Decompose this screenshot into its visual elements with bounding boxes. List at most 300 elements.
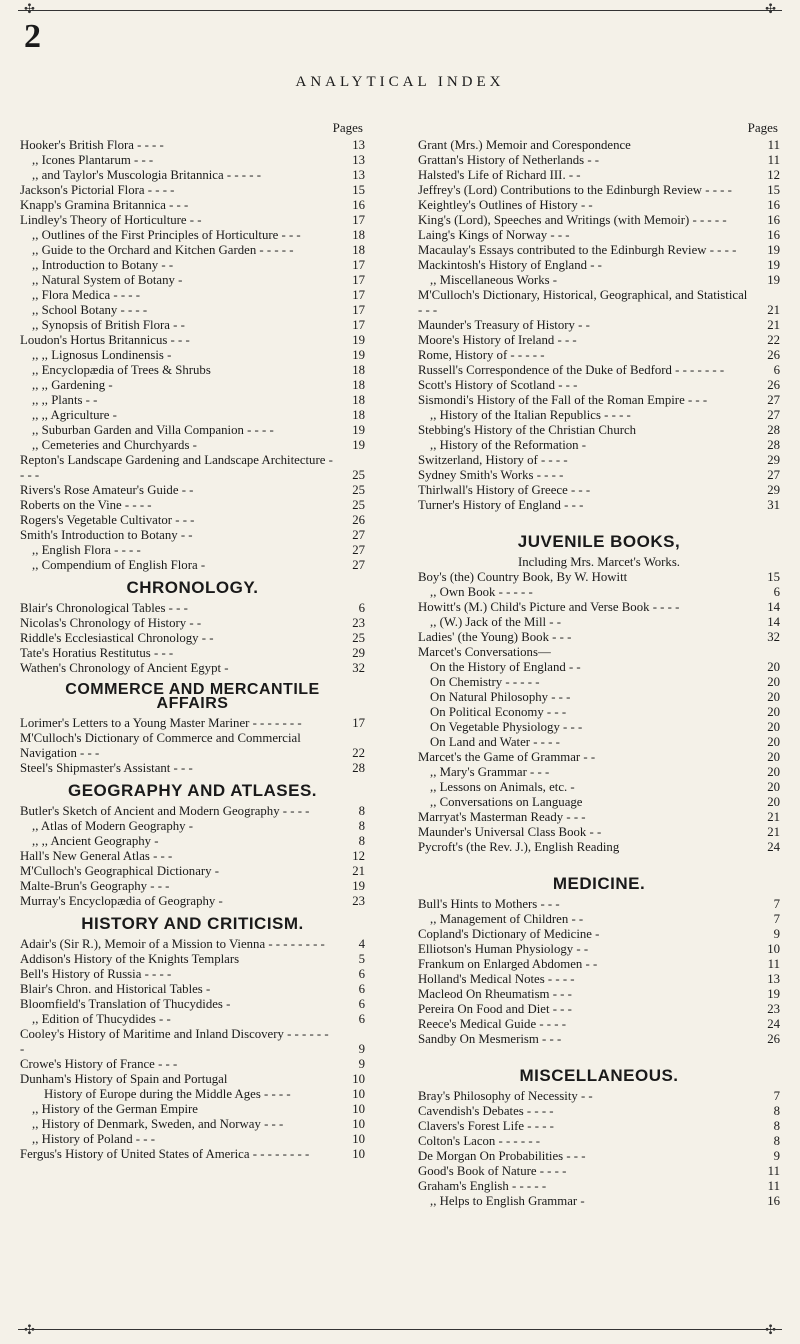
entry-list-commerce <box>20 716 365 776</box>
entry-page-number: 10 <box>352 1072 365 1086</box>
entry-page-number: 31 <box>767 498 780 512</box>
entry-title: On Political Economy - - - <box>430 705 567 719</box>
entry-page-number: 26 <box>352 513 365 527</box>
entry-page-number: 25 <box>352 631 365 645</box>
index-entry <box>418 318 780 333</box>
index-entry <box>418 438 780 453</box>
entry-title: Bray's Philosophy of Necessity - - <box>418 1089 593 1103</box>
index-entry <box>20 258 365 273</box>
entry-title: Nicolas's Chronology of History - - <box>20 616 202 630</box>
index-entry <box>418 198 780 213</box>
entry-title: Blair's Chron. and Historical Tables - <box>20 982 211 996</box>
entry-title: King's (Lord), Speeches and Writings (with Memoir) - - - - - <box>418 213 727 227</box>
index-entry <box>20 1117 365 1132</box>
index-entry <box>418 348 780 363</box>
entry-title: ,, Compendium of English Flora - <box>32 558 206 572</box>
entry-title: Good's Book of Nature - - - - <box>418 1164 567 1178</box>
index-entry <box>418 705 780 720</box>
entry-title: Macleod On Rheumatism - - - <box>418 987 572 1001</box>
entry-page-number: 17 <box>352 213 365 227</box>
entry-page-number: 19 <box>352 879 365 893</box>
index-entry <box>20 348 365 363</box>
entry-title: Sandby On Mesmerism - - - <box>418 1032 562 1046</box>
entry-list-geography <box>20 804 365 909</box>
entry-page-number: 15 <box>767 183 780 197</box>
entry-title: Fergus's History of United States of America - - - - - - - - <box>20 1147 310 1161</box>
index-entry <box>418 483 780 498</box>
entry-list-medicine <box>418 897 780 1047</box>
entry-title: Wathen's Chronology of Ancient Egypt - <box>20 661 229 675</box>
index-entry <box>418 720 780 735</box>
index-entry <box>418 795 780 810</box>
entry-title: Laing's Kings of Norway - - - <box>418 228 570 242</box>
entry-page-number: 15 <box>767 570 780 584</box>
index-entry <box>418 957 780 972</box>
index-entry <box>418 213 780 228</box>
entry-title: ,, Edition of Thucydides - - <box>32 1012 171 1026</box>
entry-page-number: 19 <box>767 987 780 1001</box>
entry-title: ,, Miscellaneous Works - <box>430 273 558 287</box>
index-entry <box>20 849 365 864</box>
entry-title: Keightley's Outlines of History - - <box>418 198 593 212</box>
entry-title: ,, Cemeteries and Churchyards - <box>32 438 197 452</box>
entry-title: Sydney Smith's Works - - - - <box>418 468 564 482</box>
entry-title: ,, History of Poland - - - <box>32 1132 155 1146</box>
entry-title: On Land and Water - - - - <box>430 735 560 749</box>
index-entry <box>418 660 780 675</box>
section-heading-commerce: COMMERCE AND MERCANTILE <box>65 681 320 698</box>
index-entry <box>418 258 780 273</box>
index-entry <box>418 228 780 243</box>
index-entry <box>418 468 780 483</box>
entry-title: Steel's Shipmaster's Assistant - - - <box>20 761 193 775</box>
entry-title: ,, Helps to English Grammar - <box>430 1194 585 1208</box>
index-entry <box>20 601 365 616</box>
index-entry <box>418 333 780 348</box>
section-heading-geography: GEOGRAPHY AND ATLASES. <box>67 781 318 800</box>
entry-title: Clavers's Forest Life - - - - <box>418 1119 554 1133</box>
entry-title: Bell's History of Russia - - - - <box>20 967 172 981</box>
entry-title: Ladies' (the Young) Book - - - <box>418 630 572 644</box>
entry-title: ,, ,, Lignosus Londinensis - <box>32 348 172 362</box>
index-entry <box>418 987 780 1002</box>
entry-title: Cavendish's Debates - - - - <box>418 1104 554 1118</box>
entry-title: Roberts on the Vine - - - - <box>20 498 152 512</box>
index-entry <box>418 912 780 927</box>
index-entry <box>20 646 365 661</box>
entry-list-chronology <box>20 601 365 676</box>
entry-title: ,, Own Book - - - - - <box>430 585 533 599</box>
index-entry <box>418 1002 780 1017</box>
entry-page-number: 9 <box>773 927 780 941</box>
entry-page-number: 16 <box>767 198 780 212</box>
index-entry <box>418 273 780 288</box>
entry-title: Scott's History of Scotland - - - <box>418 378 578 392</box>
index-entry <box>20 731 365 761</box>
index-entry <box>418 750 780 765</box>
entry-page-number: 10 <box>352 1117 365 1131</box>
juvenile-note: Including Mrs. Marcet's Works. <box>517 555 681 569</box>
entry-title: Thirlwall's History of Greece - - - <box>418 483 591 497</box>
entry-page-number: 10 <box>767 942 780 956</box>
index-entry <box>20 1012 365 1027</box>
index-entry <box>20 498 365 513</box>
entry-page-number: 7 <box>773 1089 780 1103</box>
entry-page-number: 16 <box>767 1194 780 1208</box>
entry-page-number: 32 <box>767 630 780 644</box>
entry-title: ,, Introduction to Botany - - <box>32 258 174 272</box>
index-entry <box>20 528 365 543</box>
entry-title: ,, Lessons on Animals, etc. - <box>430 780 575 794</box>
index-entry <box>418 423 780 438</box>
entry-title: ,, Management of Children - - <box>430 912 584 926</box>
entry-title: Jeffrey's (Lord) Contributions to the Edinburgh Review - - - - <box>418 183 732 197</box>
entry-page-number: 6 <box>773 363 780 377</box>
entry-title: Jackson's Pictorial Flora - - - - <box>20 183 175 197</box>
entry-page-number: 32 <box>352 661 365 675</box>
index-entry <box>20 228 365 243</box>
entry-page-number: 25 <box>352 483 365 497</box>
entry-title: Tate's Horatius Restitutus - - - <box>20 646 174 660</box>
entry-title: Turner's History of England - - - <box>418 498 584 512</box>
index-entry <box>20 273 365 288</box>
entry-page-number: 19 <box>352 348 365 362</box>
index-entry <box>418 1032 780 1047</box>
entry-page-number: 27 <box>352 558 365 572</box>
entry-title: ,, ,, Plants - - <box>32 393 98 407</box>
index-entry <box>418 690 780 705</box>
entry-title: Rogers's Vegetable Cultivator - - - <box>20 513 195 527</box>
entry-title: Knapp's Gramina Britannica - - - <box>20 198 189 212</box>
entry-title: M'Culloch's Dictionary of Commerce and Commercial Navigation - - - <box>20 731 301 760</box>
entry-list-miscellaneous <box>418 1089 780 1209</box>
index-entry <box>418 243 780 258</box>
entry-page-number: 16 <box>352 198 365 212</box>
entry-page-number: 23 <box>352 616 365 630</box>
entry-title: Stebbing's History of the Christian Church <box>418 423 637 437</box>
entry-page-number: 8 <box>358 804 365 818</box>
entry-title: Riddle's Ecclesiastical Chronology - - <box>20 631 214 645</box>
index-entry <box>20 616 365 631</box>
index-entry <box>418 183 780 198</box>
index-entry <box>418 942 780 957</box>
entry-page-number: 20 <box>767 720 780 734</box>
entry-title: Switzerland, History of - - - - <box>418 453 568 467</box>
entry-page-number: 7 <box>773 897 780 911</box>
index-entry <box>418 615 780 630</box>
entry-page-number: 21 <box>352 864 365 878</box>
entry-title: Grant (Mrs.) Memoir and Corespondence <box>418 138 631 152</box>
index-entry <box>418 168 780 183</box>
entry-page-number: 10 <box>352 1087 365 1101</box>
entry-page-number: 21 <box>767 825 780 839</box>
entry-page-number: 19 <box>352 333 365 347</box>
entry-page-number: 5 <box>358 952 365 966</box>
entry-title: ,, Guide to the Orchard and Kitchen Garden - - - - - <box>32 243 294 257</box>
entry-title: Bull's Hints to Mothers - - - <box>418 897 560 911</box>
entry-page-number: 26 <box>767 378 780 392</box>
index-entry <box>20 558 365 573</box>
index-entry <box>418 288 780 318</box>
entry-page-number: 17 <box>352 288 365 302</box>
index-entry <box>418 408 780 423</box>
entry-page-number: 20 <box>767 660 780 674</box>
entry-title: Dunham's History of Spain and Portugal <box>20 1072 228 1086</box>
entry-page-number: 18 <box>352 363 365 377</box>
entry-page-number: 6 <box>358 601 365 615</box>
entry-title: ,, (W.) Jack of the Mill - - <box>430 615 562 629</box>
corner-ornament-bottom-left: ✣ <box>24 1322 35 1337</box>
entry-page-number: 8 <box>773 1104 780 1118</box>
entry-page-number: 28 <box>767 438 780 452</box>
entry-title: Malte-Brun's Geography - - - <box>20 879 170 893</box>
entry-title: On Vegetable Physiology - - - <box>430 720 583 734</box>
entry-title: Cooley's History of Maritime and Inland Discovery - - - - - - - <box>20 1027 329 1056</box>
index-entry <box>418 1179 780 1194</box>
index-entry <box>418 585 780 600</box>
index-entry <box>20 864 365 879</box>
entry-page-number: 11 <box>767 957 780 971</box>
entry-list-history <box>20 937 365 1162</box>
entry-page-number: 19 <box>767 243 780 257</box>
entry-title: Howitt's (M.) Child's Picture and Verse Book - - - - <box>418 600 680 614</box>
index-entry <box>20 438 365 453</box>
entry-page-number: 17 <box>352 303 365 317</box>
index-entry <box>20 894 365 909</box>
index-entry <box>20 288 365 303</box>
entry-title: M'Culloch's Dictionary, Historical, Geographical, and Statistical - - - <box>418 288 748 317</box>
entry-title: Mackintosh's History of England - - <box>418 258 602 272</box>
entry-page-number: 21 <box>767 810 780 824</box>
entry-title: Grattan's History of Netherlands - - <box>418 153 600 167</box>
entry-title: Butler's Sketch of Ancient and Modern Geography - - - - <box>20 804 310 818</box>
index-entry <box>20 834 365 849</box>
entry-page-number: 14 <box>767 615 780 629</box>
entry-title: ,, Flora Medica - - - - <box>32 288 141 302</box>
entry-title: ,, Outlines of the First Principles of Horticulture - - - <box>32 228 301 242</box>
index-entry <box>418 453 780 468</box>
entry-page-number: 20 <box>767 690 780 704</box>
corner-ornament-top-right: ✣ <box>765 1 776 16</box>
index-entry <box>20 631 365 646</box>
entry-page-number: 18 <box>352 378 365 392</box>
index-entry <box>20 408 365 423</box>
section-heading-medicine: MEDICINE. <box>552 874 646 893</box>
entry-page-number: 20 <box>767 795 780 809</box>
index-entry <box>20 543 365 558</box>
entry-page-number: 29 <box>767 483 780 497</box>
entry-page-number: 29 <box>352 646 365 660</box>
entry-page-number: 8 <box>358 819 365 833</box>
index-entry <box>20 423 365 438</box>
entry-title: Hall's New General Atlas - - - <box>20 849 173 863</box>
index-entry <box>20 198 365 213</box>
entry-title: Crowe's History of France - - - <box>20 1057 178 1071</box>
entry-title: ,, History of the Reformation - <box>430 438 587 452</box>
bottom-rule <box>18 1329 782 1330</box>
section-heading-juvenile: JUVENILE BOOKS, <box>517 532 681 551</box>
entry-title: Repton's Landscape Gardening and Landscape Architecture - - - - <box>20 453 333 482</box>
entry-page-number: 23 <box>767 1002 780 1016</box>
index-entry <box>20 1087 365 1102</box>
index-entry <box>418 393 780 408</box>
index-entry <box>20 1132 365 1147</box>
entry-page-number: 14 <box>767 600 780 614</box>
entry-title: ,, Encyclopædia of Trees & Shrubs <box>32 363 211 377</box>
entry-page-number: 17 <box>352 318 365 332</box>
index-entry <box>20 378 365 393</box>
index-entry <box>20 213 365 228</box>
entry-page-number: 20 <box>767 780 780 794</box>
entry-title: Boy's (the) Country Book, By W. Howitt <box>418 570 628 584</box>
index-entry <box>20 363 365 378</box>
index-entry <box>418 1104 780 1119</box>
index-entry <box>20 937 365 952</box>
entry-page-number: 9 <box>358 1057 365 1071</box>
entry-title: Russell's Correspondence of the Duke of Bedford - - - - - - - <box>418 363 725 377</box>
entry-page-number: 25 <box>352 498 365 512</box>
entry-page-number: 6 <box>773 585 780 599</box>
entry-list-history-continued <box>418 138 780 513</box>
entry-title: Maunder's Treasury of History - - <box>418 318 590 332</box>
entry-page-number: 7 <box>773 912 780 926</box>
entry-title: Marcet's the Game of Grammar - - <box>418 750 596 764</box>
entry-title: Sismondi's History of the Fall of the Roman Empire - - - <box>418 393 708 407</box>
index-entry <box>418 1149 780 1164</box>
entry-page-number: 15 <box>352 183 365 197</box>
corner-ornament-top-left: ✣ <box>24 1 35 16</box>
entry-title: ,, Natural System of Botany - <box>32 273 183 287</box>
section-heading-chronology: CHRONOLOGY. <box>126 578 259 597</box>
index-entry <box>20 982 365 997</box>
entry-page-number: 27 <box>767 468 780 482</box>
entry-page-number: 28 <box>352 761 365 775</box>
index-entry <box>20 716 365 731</box>
entry-title: ,, History of the Italian Republics - - - - <box>430 408 631 422</box>
page-number: 2 <box>24 18 41 55</box>
entry-title: On the History of England - - <box>430 660 581 674</box>
index-entry <box>418 1134 780 1149</box>
index-entry <box>20 1072 365 1087</box>
entry-title: Murray's Encyclopædia of Geography - <box>20 894 223 908</box>
index-entry <box>418 363 780 378</box>
entry-title: Macaulay's Essays contributed to the Edinburgh Review - - - - <box>418 243 737 257</box>
index-entry <box>418 1194 780 1209</box>
entry-page-number: 9 <box>358 1042 365 1056</box>
index-entry <box>418 378 780 393</box>
entry-title: M'Culloch's Geographical Dictionary - <box>20 864 220 878</box>
index-entry <box>418 675 780 690</box>
entry-page-number: 11 <box>767 1179 780 1193</box>
index-entry <box>418 498 780 513</box>
entry-title: Pycroft's (the Rev. J.), English Reading <box>418 840 620 854</box>
entry-page-number: 8 <box>358 834 365 848</box>
section-heading-commerce-line-2: AFFAIRS <box>156 695 229 712</box>
entry-page-number: 18 <box>352 243 365 257</box>
index-entry <box>418 600 780 615</box>
entry-page-number: 27 <box>352 528 365 542</box>
entry-title: ,, ,, Agriculture - <box>32 408 117 422</box>
entry-page-number: 6 <box>358 1012 365 1026</box>
top-rule <box>18 10 782 11</box>
entry-page-number: 13 <box>352 138 365 152</box>
index-entry <box>20 1147 365 1162</box>
entry-page-number: 19 <box>767 273 780 287</box>
entry-page-number: 11 <box>767 1164 780 1178</box>
index-entry <box>418 1089 780 1104</box>
section-heading-history: HISTORY AND CRITICISM. <box>81 914 304 933</box>
index-entry <box>20 1027 365 1057</box>
entry-page-number: 24 <box>767 840 780 854</box>
index-entry <box>418 972 780 987</box>
entry-title: De Morgan On Probabilities - - - <box>418 1149 586 1163</box>
entry-title: Marcet's Conversations— <box>418 645 551 659</box>
entry-page-number: 19 <box>352 438 365 452</box>
index-entry <box>20 967 365 982</box>
entry-page-number: 29 <box>767 453 780 467</box>
index-entry <box>20 804 365 819</box>
entry-page-number: 26 <box>767 348 780 362</box>
entry-title: Halsted's Life of Richard III. - - <box>418 168 581 182</box>
index-entry <box>20 393 365 408</box>
index-entry <box>20 761 365 776</box>
index-entry <box>418 138 780 153</box>
entry-page-number: 27 <box>352 543 365 557</box>
entry-page-number: 6 <box>358 997 365 1011</box>
index-entry <box>418 840 780 855</box>
entry-title: On Natural Philosophy - - - <box>430 690 571 704</box>
index-entry <box>418 1119 780 1134</box>
entry-page-number: 6 <box>358 967 365 981</box>
index-entry <box>418 645 780 660</box>
entry-page-number: 4 <box>358 937 365 951</box>
entry-page-number: 13 <box>352 168 365 182</box>
entry-page-number: 11 <box>767 153 780 167</box>
right-column <box>418 120 780 1209</box>
entry-title: Rivers's Rose Amateur's Guide - - <box>20 483 194 497</box>
entry-page-number: 10 <box>352 1102 365 1116</box>
entry-title: Pereira On Food and Diet - - - <box>418 1002 572 1016</box>
index-entry <box>20 1102 365 1117</box>
entry-title: On Chemistry - - - - - <box>430 675 540 689</box>
entry-page-number: 23 <box>352 894 365 908</box>
entry-page-number: 17 <box>352 258 365 272</box>
entry-title: ,, Suburban Garden and Villa Companion - - - - <box>32 423 274 437</box>
entry-title: ,, English Flora - - - - <box>32 543 141 557</box>
entry-title: Elliotson's Human Physiology - - <box>418 942 589 956</box>
entry-page-number: 19 <box>352 423 365 437</box>
index-entry <box>20 303 365 318</box>
entry-page-number: 22 <box>767 333 780 347</box>
index-entry <box>418 570 780 585</box>
index-entry <box>20 997 365 1012</box>
index-entry <box>20 183 365 198</box>
index-entry <box>20 453 365 483</box>
entry-page-number: 10 <box>352 1147 365 1161</box>
entry-title: Copland's Dictionary of Medicine - <box>418 927 600 941</box>
entry-page-number: 11 <box>767 138 780 152</box>
entry-page-number: 6 <box>358 982 365 996</box>
entry-page-number: 9 <box>773 1149 780 1163</box>
entry-page-number: 25 <box>352 468 365 482</box>
entry-page-number: 24 <box>767 1017 780 1031</box>
corner-ornament-bottom-right: ✣ <box>765 1322 776 1337</box>
entry-title: Marryat's Masterman Ready - - - <box>418 810 586 824</box>
entry-list-botany <box>20 138 365 573</box>
index-entry <box>418 765 780 780</box>
index-entry <box>418 810 780 825</box>
entry-page-number: 10 <box>352 1132 365 1146</box>
